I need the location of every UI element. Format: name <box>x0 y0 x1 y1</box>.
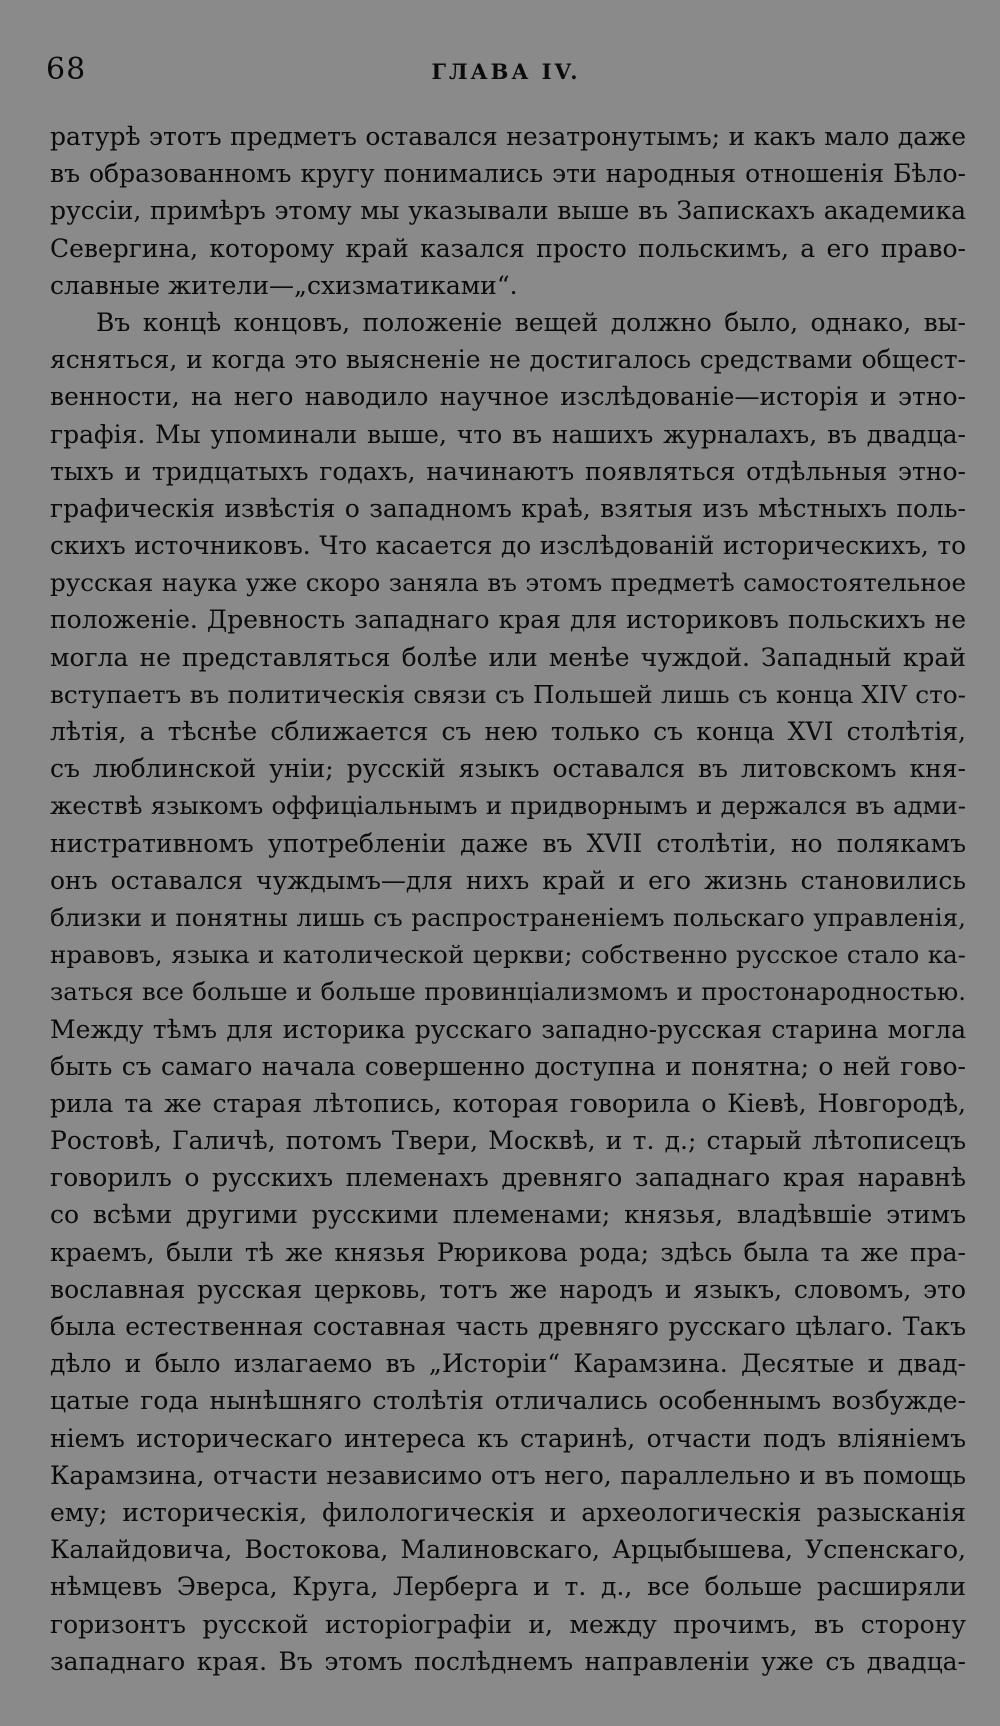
text-line: рила та же старая лѣтопись, которая говорила о Кіевѣ, Новгородѣ, <box>50 1088 966 1118</box>
text-line: венности, на него наводило научное изслѣдованіе—исторія и этно- <box>50 382 966 412</box>
text-line: дѣло и было излагаемо въ „Исторіи“ Карамзина. Десятые и двад- <box>50 1349 966 1379</box>
paragraph-first-line: Въ концѣ концовъ, положеніе вещей должно было, однако, вы- <box>96 307 966 337</box>
text-line: со всѣми другими русскими племенами; князья, владѣвшіе этимъ <box>50 1200 966 1230</box>
text-line: говорилъ о русскихъ племенахъ древняго западнаго края наравнѣ <box>50 1163 966 1193</box>
text-line: славные жители—„схизматиками“. <box>50 270 518 300</box>
text-line: Ростовѣ, Галичѣ, потомъ Твери, Москвѣ, и т. д.; старый лѣтописецъ <box>50 1126 966 1156</box>
page-number: 68 <box>46 52 87 87</box>
text-line: западнаго края. Въ этомъ послѣднемъ направленіи уже съ двадца- <box>50 1646 966 1676</box>
text-line: скихъ источниковъ. Что касается до изслѣдованій историческихъ, то <box>50 531 966 561</box>
text-line: онъ оставался чуждымъ—для нихъ край и его жизнь становились <box>50 865 966 895</box>
text-line: Карамзина, отчасти независимо отъ него, параллельно и въ помощь <box>50 1460 966 1490</box>
text-line: нѣмцевъ Эверса, Круга, Лерберга и т. д., все больше расширяли <box>50 1572 966 1602</box>
text-line: ніемъ историческаго интереса къ старинѣ, отчасти подъ вліяніемъ <box>50 1423 966 1453</box>
running-head <box>46 52 966 92</box>
text-line: ему; историческія, филологическія и археологическія разысканія <box>50 1497 966 1527</box>
text-line: Севергина, которому край казался просто польскимъ, а его право- <box>50 233 966 263</box>
text-line: Калайдовича, Востокова, Малиновскаго, Арцыбышева, Успенскаго, <box>50 1535 966 1565</box>
text-line: нравовъ, языка и католической церкви; собственно русское стало ка- <box>50 940 966 970</box>
text-line: краемъ, были тѣ же князья Рюрикова рода; здѣсь была та же пра- <box>50 1237 966 1267</box>
text-line: Между тѣмъ для историка русскаго западно-русская старина могла <box>50 1014 966 1044</box>
text-line: вославная русская церковь, тотъ же народъ и языкъ, словомъ, это <box>50 1274 966 1304</box>
text-line: ясняться, и когда это выясненіе не достигалось средствами общест- <box>50 345 966 375</box>
text-line: вступаетъ въ политическія связи съ Польшей лишь съ конца XIV сто- <box>50 679 966 709</box>
text-line: близки и понятны лишь съ распространеніемъ польскаго управленія, <box>50 902 966 932</box>
text-line: графія. Мы упоминали выше, что въ нашихъ журналахъ, въ двадца- <box>50 419 966 449</box>
text-line: нистративномъ употребленіи даже въ XVII столѣтіи, но полякамъ <box>50 828 966 858</box>
text-line: въ образованномъ кругу понимались эти народныя отношенія Бѣло- <box>50 159 966 189</box>
text-line: заться все больше и больше провинціализмомъ и простонародностью. <box>50 977 966 1007</box>
text-line: жествѣ языкомъ оффиціальнымъ и придворнымъ и держался въ адми- <box>50 791 966 821</box>
text-line: лѣтія, а тѣснѣе сближается съ нею только съ конца XVI столѣтія, <box>50 717 966 746</box>
body-text <box>50 118 966 1680</box>
text-line: тыхъ и тридцатыхъ годахъ, начинаютъ появляться отдѣльныя этно- <box>50 456 966 486</box>
text-line: графическія извѣстія о западномъ краѣ, взятыя изъ мѣстныхъ поль- <box>50 493 966 523</box>
text-line: руссіи, примѣръ этому мы указывали выше въ Запискахъ академика <box>50 196 966 226</box>
text-line: положеніе. Древность западнаго края для историковъ польскихъ не <box>50 605 966 635</box>
text-line: быть съ самаго начала совершенно доступна и понятна; о ней гово- <box>50 1051 966 1081</box>
text-line: ратурѣ этотъ предметъ оставался незатронутымъ; и какъ мало даже <box>50 122 966 151</box>
text-line: была естественная составная часть древняго русскаго цѣлаго. Такъ <box>50 1312 966 1341</box>
text-line: русская наука уже скоро заняла въ этомъ предметѣ самостоятельное <box>50 568 966 598</box>
text-line: горизонтъ русской исторіографіи и, между прочимъ, въ сторону <box>50 1609 966 1639</box>
text-line: цатые года нынѣшняго столѣтія отличались особеннымъ возбужде- <box>50 1386 966 1416</box>
chapter-title: ГЛАВА IV. <box>431 59 581 84</box>
text-line: могла не представляться болѣе или менѣе чуждой. Западный край <box>50 642 966 672</box>
text-line: съ люблинской уніи; русскій языкъ оставался въ литовскомъ кня- <box>50 754 966 784</box>
